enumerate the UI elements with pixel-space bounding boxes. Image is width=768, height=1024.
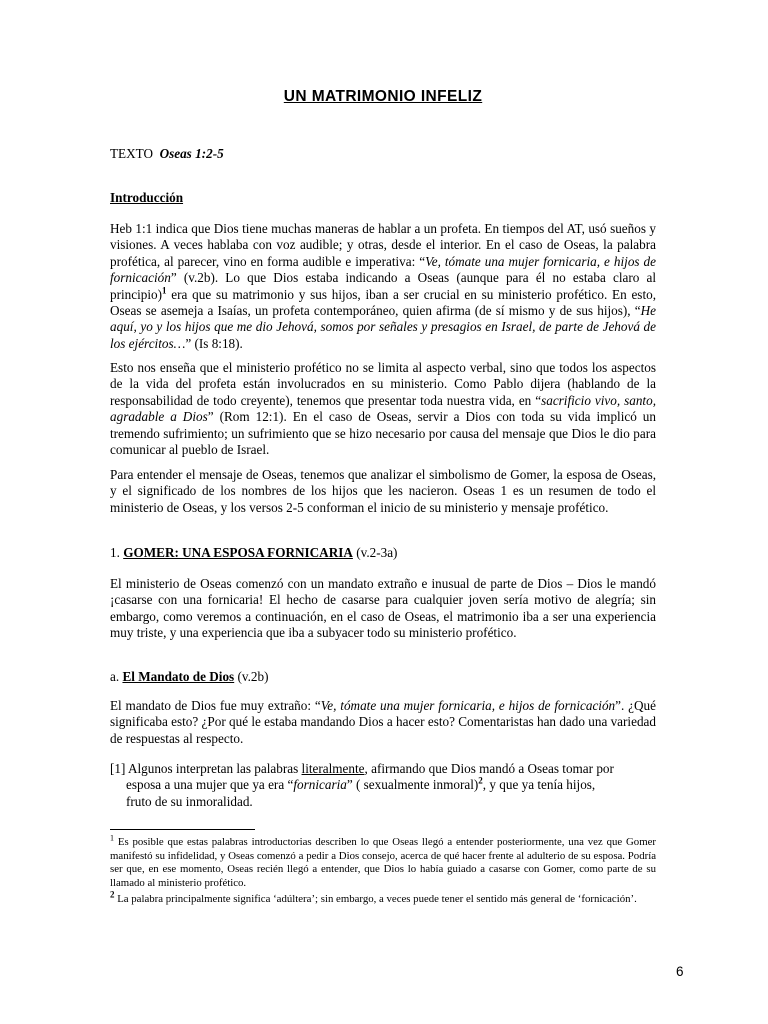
footnote-2 xyxy=(110,889,656,907)
list-item-1-line-3: fruto de su inmoralidad. xyxy=(126,793,253,809)
paragraph-1 xyxy=(110,221,656,352)
p1-text-b: ” (v.2b). Lo que Dios estaba indicando a Oseas (aunque para él no estaba claro al principio) xyxy=(110,270,656,302)
section-1-reference: (v.2-3a) xyxy=(352,545,398,560)
p1-text-d: ” (Is 8:18). xyxy=(185,335,243,351)
page-title: UN MATRIMONIO INFELIZ xyxy=(283,88,483,105)
list-item-1-line-2 xyxy=(110,777,656,793)
p1-text-a: Heb 1:1 indica que Dios tiene muchas maneras de hablar a un profeta. En tiempos del AT, usó sueños y visiones. A veces hablaba con voz audible; y otras, desde el interior. En el caso de Oseas, la palabra profética, al parecer, vino en forma audible e imperativa: “ xyxy=(110,221,656,269)
list-item-1-line-1 xyxy=(110,761,656,777)
paragraph-3: Para entender el mensaje de Oseas, tenemos que analizar el simbolismo de Gomer, la esposa de Oseas, y el significado de los nombres de los hijos que les nacieron. Oseas 1 es un resumen de todo el ministerio de Oseas, y los versos 2-5 conforman el inicio de su ministerio y mensaje profético. xyxy=(110,467,656,515)
p5-quote: Ve, tómate una mujer fornicaria, e hijos de fornicación xyxy=(320,698,616,713)
item1-text-d: ” ( sexualmente inmoral) xyxy=(346,777,479,793)
texto-reference: Oseas 1:2-5 xyxy=(159,146,224,161)
scripture-text-line xyxy=(110,146,656,162)
subsection-a-letter: a. xyxy=(110,669,123,684)
footnote-2-text: La palabra principalmente significa ‘adúltera’; sin embargo, a veces puede tener el sentido más general de ‘fornicación’. xyxy=(114,893,637,905)
p2-quote: sacrificio vivo, santo, agradable a Dios xyxy=(110,392,656,425)
subsection-a-reference: (v.2b) xyxy=(234,669,269,684)
footnote-1 xyxy=(110,833,656,890)
list-item-1 xyxy=(110,761,656,810)
page-number: 6 xyxy=(676,964,684,979)
footnote-2-mark: 2 xyxy=(110,889,115,900)
paragraph-5 xyxy=(110,698,656,747)
item1-text-e: , y que ya tenía hijos, xyxy=(482,777,596,793)
paragraph-4: El ministerio de Oseas comenzó con un mandato extraño e inusual de parte de Dios – Dios le mandó ¡casarse con una fornicaria! El hecho de casarse para cualquier joven sería motivo de alegría; sin embargo, como veremos a continuación, en el caso de Oseas, el matrimonio iba a ser una experiencia muy triste, y una experiencia que iba a subyacer todo su ministerio profético. xyxy=(110,576,656,641)
footnote-1-mark: 1 xyxy=(110,833,114,843)
paragraph-2 xyxy=(110,360,656,458)
p1-text-c: era que su matrimonio y sus hijos, iban a ser crucial en su ministerio profético. En esto, Oseas se asemeja a Isaías, un profeta contemporáneo, quien afirma (de sí mismo y de sus hijos), “ xyxy=(110,286,656,319)
p2-text-a: Esto nos enseña que el ministerio profético no se limita al aspecto verbal, sino que todos los aspectos de la vida del profeta están involucrados en su ministerio. Como Pablo dijera (hablando de la responsabilidad de todo creyente), tenemos que presentar toda nuestra vida, en “ xyxy=(110,360,656,408)
section-1-heading xyxy=(110,545,656,561)
item1-text-b: , afirmando que Dios mandó a Oseas tomar por xyxy=(364,761,614,776)
item1-underlined: literalmente xyxy=(301,761,365,776)
section-1-number: 1. xyxy=(110,545,124,560)
item1-text-c: esposa a una mujer que ya era “ xyxy=(126,777,294,793)
section-1-title: GOMER: UNA ESPOSA FORNICARIA xyxy=(123,545,353,560)
item1-text-a: [1] Algunos interpretan las palabras xyxy=(110,761,302,776)
footnote-separator xyxy=(110,829,255,830)
p1-quote-1: Ve, tómate una mujer fornicaria, e hijos de fornicación xyxy=(110,253,656,286)
subsection-a-title: El Mandato de Dios xyxy=(122,669,235,684)
p2-text-b: ” (Rom 12:1). En el caso de Oseas, servir a Dios con toda su vida implicó un tremendo sufrimiento; un sufrimiento que se hizo necesario por causa del mensaje que Dios le dio para comunicar al pueblo de Israel. xyxy=(110,409,656,458)
footnote-ref-1: 1 xyxy=(162,285,167,296)
p5-text-a: El mandato de Dios fue muy extraño: “ xyxy=(110,698,321,713)
footnote-ref-2: 2 xyxy=(478,776,483,787)
subsection-a-heading xyxy=(110,669,656,685)
p1-quote-2: He aquí, yo y los hijos que me dio Jehová, somos por señales y presagios en Israel, de parte de Jehová de los ejércitos… xyxy=(110,303,656,351)
texto-label: TEXTO xyxy=(110,146,153,161)
p5-text-b: ”. ¿Qué significaba esto? ¿Por qué le estaba mandando Dios a hacer esto? Comentaristas han dado una variedad de respuestas al respecto. xyxy=(110,698,656,746)
item1-quote: fornicaria xyxy=(293,777,347,793)
footnote-1-text: Es posible que estas palabras introductorias describen lo que Oseas llegó a entender posteriormente, una vez que Gomer manifestó su infidelidad, y Oseas comenzó a pedir a Dios consejo, acerca de qué hacer frente al adulterio de su esposa. Podría ser que, en ese momento, Oseas recién llegó a entender, que Dios lo había guiado a casarse con Gomer, como parte de su llamado al ministerio profético. xyxy=(110,836,656,889)
intro-heading: Introducción xyxy=(110,190,184,205)
